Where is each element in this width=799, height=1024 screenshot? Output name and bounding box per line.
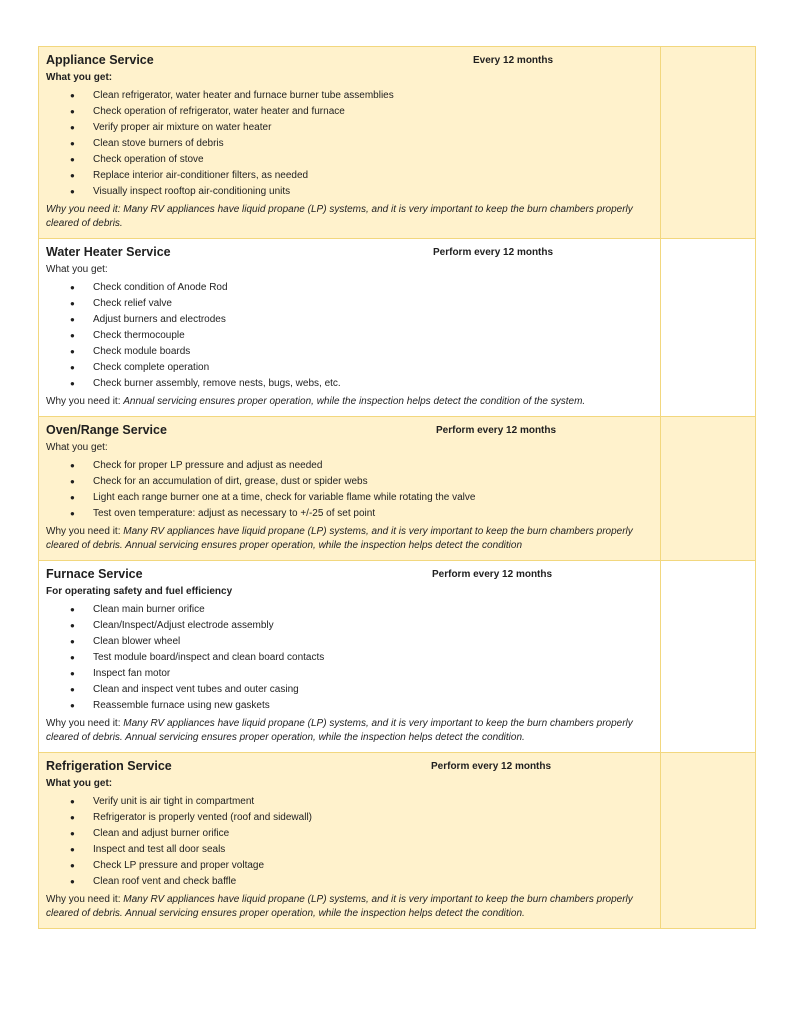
bullet-icon: ● (70, 123, 75, 132)
why-text: Annual servicing ensures proper operation, while the inspection helps detect the condition of the system. (123, 396, 586, 407)
why-text: Many RV appliances have liquid propane (LP) systems, and it is very important to keep the burn chambers properly cleared of debris. Annual servicing ensures proper operation, while the inspection helps detect the condition. (46, 894, 633, 919)
service-subheading: For operating safety and fuel efficiency (46, 586, 233, 597)
service-subheading: What you get: (46, 72, 113, 83)
bullet-icon: ● (70, 379, 75, 388)
service-title: Water Heater Service (46, 245, 171, 259)
why-you-need-it (46, 203, 653, 235)
why-label: Why you need it: (46, 894, 121, 905)
list-item: ● Check complete operation (46, 360, 653, 376)
service-item-list (46, 602, 653, 714)
service-subheading: What you get: (46, 264, 108, 275)
list-item: ● Check module boards (46, 344, 653, 360)
bullet-icon: ● (70, 299, 75, 308)
bullet-icon: ● (70, 187, 75, 196)
bullet-icon: ● (70, 605, 75, 614)
list-item: ● Clean roof vent and check baffle (46, 874, 653, 890)
bullet-icon: ● (70, 139, 75, 148)
service-row-furnace (39, 561, 756, 753)
list-item: ● Clean refrigerator, water heater and furnace burner tube assemblies (46, 88, 653, 104)
bullet-icon: ● (70, 493, 75, 502)
bullet-icon: ● (70, 509, 75, 518)
why-label: Why you need it: (46, 204, 121, 215)
service-frequency: Perform every 12 months (433, 247, 554, 258)
service-cell (39, 561, 661, 753)
bullet-icon: ● (70, 107, 75, 116)
service-cell (39, 239, 661, 417)
list-item: ● Adjust burners and electrodes (46, 312, 653, 328)
service-title: Appliance Service (46, 53, 154, 67)
list-item: ● Check relief valve (46, 296, 653, 312)
service-frequency: Perform every 12 months (436, 425, 557, 436)
service-row-refrigeration (39, 753, 756, 929)
bullet-icon: ● (70, 877, 75, 886)
checkbox-cell[interactable] (661, 239, 756, 417)
list-item: ● Verify proper air mixture on water heater (46, 120, 653, 136)
list-item: ● Clean/Inspect/Adjust electrode assembly (46, 618, 653, 634)
why-you-need-it (46, 893, 653, 925)
list-item: ● Inspect fan motor (46, 666, 653, 682)
service-subheading: What you get: (46, 778, 113, 789)
why-you-need-it (46, 717, 653, 749)
list-item: ● Check operation of refrigerator, water heater and furnace (46, 104, 653, 120)
service-title: Oven/Range Service (46, 423, 167, 437)
why-you-need-it (46, 525, 653, 557)
checkbox-cell[interactable] (661, 417, 756, 561)
list-item: ● Verify unit is air tight in compartment (46, 794, 653, 810)
service-item-list (46, 280, 653, 392)
service-row-appliance (39, 47, 756, 239)
bullet-icon: ● (70, 331, 75, 340)
service-cell (39, 47, 661, 239)
why-text: Many RV appliances have liquid propane (LP) systems, and it is very important to keep the burn chambers properly cleared of debris. Annual servicing ensures proper operation, while the inspection helps detect the condition. (46, 718, 633, 743)
list-item: ● Check thermocouple (46, 328, 653, 344)
bullet-icon: ● (70, 861, 75, 870)
list-item: ● Check for an accumulation of dirt, grease, dust or spider webs (46, 474, 653, 490)
bullet-icon: ● (70, 669, 75, 678)
why-text: Many RV appliances have liquid propane (LP) systems, and it is very important to keep the burn chambers properly cleared of debris. Annual servicing ensures proper operation, while the inspection helps detect the condition (46, 526, 633, 551)
bullet-icon: ● (70, 171, 75, 180)
list-item: ● Inspect and test all door seals (46, 842, 653, 858)
list-item: ● Clean stove burners of debris (46, 136, 653, 152)
list-item: ● Test oven temperature: adjust as necessary to +/-25 of set point (46, 506, 653, 522)
bullet-icon: ● (70, 813, 75, 822)
bullet-icon: ● (70, 477, 75, 486)
checkbox-cell[interactable] (661, 47, 756, 239)
service-item-list (46, 458, 653, 522)
list-item: ● Check condition of Anode Rod (46, 280, 653, 296)
service-frequency: Every 12 months (473, 55, 554, 66)
bullet-icon: ● (70, 797, 75, 806)
service-cell (39, 753, 661, 929)
list-item: ● Check operation of stove (46, 152, 653, 168)
service-cell (39, 417, 661, 561)
service-item-list (46, 88, 653, 200)
list-item: ● Check LP pressure and proper voltage (46, 858, 653, 874)
bullet-icon: ● (70, 621, 75, 630)
service-frequency: Perform every 12 months (431, 761, 552, 772)
service-subheading: What you get: (46, 442, 108, 453)
list-item: ● Clean main burner orifice (46, 602, 653, 618)
bullet-icon: ● (70, 701, 75, 710)
bullet-icon: ● (70, 347, 75, 356)
why-label: Why you need it: (46, 396, 121, 407)
checkbox-cell[interactable] (661, 753, 756, 929)
list-item: ● Clean and inspect vent tubes and outer casing (46, 682, 653, 698)
list-item: ● Check burner assembly, remove nests, bugs, webs, etc. (46, 376, 653, 392)
service-row-oven-range (39, 417, 756, 561)
list-item: ● Replace interior air-conditioner filters, as needed (46, 168, 653, 184)
why-label: Why you need it: (46, 718, 121, 729)
service-item-list (46, 794, 653, 890)
list-item: ● Light each range burner one at a time, check for variable flame while rotating the valve (46, 490, 653, 506)
checkbox-cell[interactable] (661, 561, 756, 753)
service-frequency: Perform every 12 months (432, 569, 553, 580)
list-item: ● Test module board/inspect and clean board contacts (46, 650, 653, 666)
bullet-icon: ● (70, 653, 75, 662)
why-text: Many RV appliances have liquid propane (LP) systems, and it is very important to keep the burn chambers properly cleared of debris. (46, 204, 633, 229)
service-title: Refrigeration Service (46, 759, 172, 773)
bullet-icon: ● (70, 829, 75, 838)
bullet-icon: ● (70, 845, 75, 854)
bullet-icon: ● (70, 315, 75, 324)
list-item: ● Clean and adjust burner orifice (46, 826, 653, 842)
service-table (38, 46, 756, 929)
why-label: Why you need it: (46, 526, 121, 537)
list-item: ● Visually inspect rooftop air-conditioning units (46, 184, 653, 200)
service-row-water-heater (39, 239, 756, 417)
bullet-icon: ● (70, 283, 75, 292)
list-item: ● Check for proper LP pressure and adjust as needed (46, 458, 653, 474)
list-item: ● Clean blower wheel (46, 634, 653, 650)
bullet-icon: ● (70, 363, 75, 372)
list-item: ● Reassemble furnace using new gaskets (46, 698, 653, 714)
bullet-icon: ● (70, 685, 75, 694)
list-item: ● Refrigerator is properly vented (roof and sidewall) (46, 810, 653, 826)
bullet-icon: ● (70, 91, 75, 100)
why-you-need-it (46, 395, 653, 413)
bullet-icon: ● (70, 461, 75, 470)
bullet-icon: ● (70, 155, 75, 164)
bullet-icon: ● (70, 637, 75, 646)
service-title: Furnace Service (46, 567, 143, 581)
